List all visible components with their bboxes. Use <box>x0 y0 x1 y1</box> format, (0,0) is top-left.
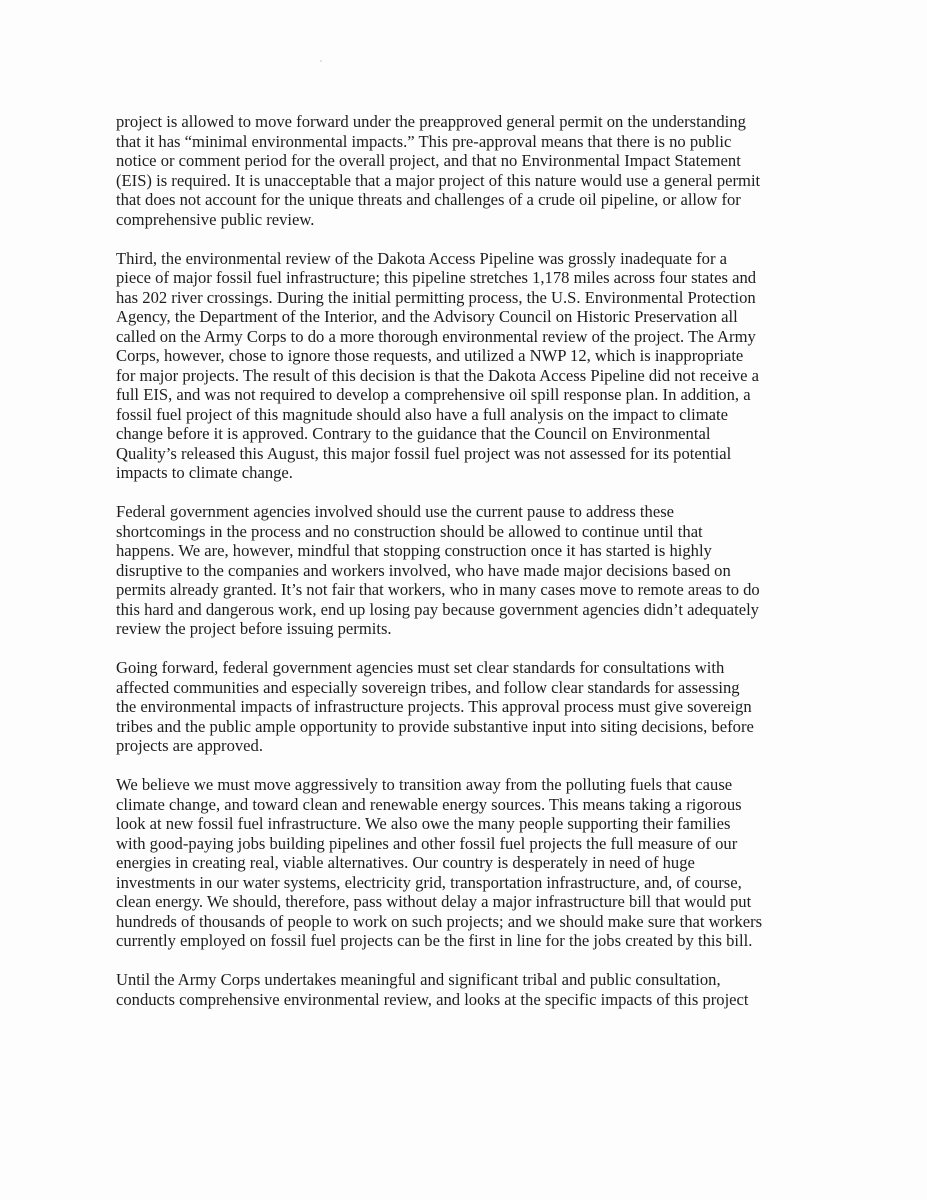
paragraph-1 <box>116 112 828 229</box>
paragraph-line: called on the Army Corps to do a more thorough environmental review of the project. The Army <box>116 326 756 346</box>
paragraph-line: disruptive to the companies and workers involved, who have made major decisions based on <box>116 560 731 580</box>
paragraph-line: comprehensive public review. <box>116 209 315 229</box>
paragraph-line: Agency, the Department of the Interior, and the Advisory Council on Historic Preservation all <box>116 307 738 326</box>
paragraph-line: look at new fossil fuel infrastructure. We also owe the many people supporting their families <box>116 814 731 833</box>
paragraph-2 <box>116 249 828 483</box>
paragraph-line: that does not account for the unique threats and challenges of a crude oil pipeline, or allow for <box>116 190 741 209</box>
paragraph-line: piece of major fossil fuel infrastructure; this pipeline stretches 1,178 miles across four states and <box>116 268 757 287</box>
paragraph-line: Going forward, federal government agencies must set clear standards for consultations with <box>116 658 725 677</box>
paragraph-line: permits already granted. It’s not fair that workers, who in many cases move to remote areas to do <box>116 580 760 599</box>
paragraph-line: Quality’s released this August, this major fossil fuel project was not assessed for its potential <box>116 443 732 463</box>
paragraph-line: energies in creating real, viable alternatives. Our country is desperately in need of huge <box>116 853 695 872</box>
paragraph-line: clean energy. We should, therefore, pass without delay a major infrastructure bill that would put <box>116 892 752 911</box>
paragraph-line: happens. We are, however, mindful that stopping construction once it has started is highly <box>116 541 712 560</box>
paragraph-line: Corps, however, chose to ignore those requests, and utilized a NWP 12, which is inappropriate <box>116 346 744 365</box>
scan-speck <box>320 60 322 62</box>
paragraph-line: investments in our water systems, electricity grid, transportation infrastructure, and, of course, <box>116 872 742 892</box>
paragraph-line: Federal government agencies involved should use the current pause to address these <box>116 502 675 521</box>
paragraph-line: tribes and the public ample opportunity to provide substantive input into siting decisions, before <box>116 716 754 736</box>
paragraph-line: Until the Army Corps undertakes meaningful and significant tribal and public consultation, <box>116 970 721 989</box>
paragraph-line: this hard and dangerous work, end up losing pay because government agencies didn’t adequately <box>116 599 759 619</box>
paragraph-5 <box>116 775 828 951</box>
paragraph-3 <box>116 502 828 639</box>
paragraph-line: hundreds of thousands of people to work on such projects; and we should make sure that workers <box>116 911 763 931</box>
paragraph-line: shortcomings in the process and no construction should be allowed to continue until that <box>116 521 703 541</box>
paragraph-line: that it has “minimal environmental impacts.” This pre-approval means that there is no public <box>116 131 732 151</box>
paragraph-line: currently employed on fossil fuel projects can be the first in line for the jobs created by this bill. <box>116 931 753 950</box>
paragraph-line: project is allowed to move forward under the preapproved general permit on the understanding <box>116 112 746 131</box>
paragraph-line: has 202 river crossings. During the initial permitting process, the U.S. Environmental Protection <box>116 287 756 307</box>
paragraph-line: affected communities and especially sovereign tribes, and follow clear standards for assessing <box>116 677 740 697</box>
paragraph-line: projects are approved. <box>116 736 263 755</box>
paragraph-line: climate change, and toward clean and renewable energy sources. This means taking a rigorous <box>116 794 742 814</box>
paragraph-line: change before it is approved. Contrary to the guidance that the Council on Environmental <box>116 424 711 443</box>
paragraph-line: (EIS) is required. It is unacceptable that a major project of this nature would use a general permit <box>116 170 761 190</box>
paragraph-line: impacts to climate change. <box>116 463 293 482</box>
paragraph-line: the environmental impacts of infrastructure projects. This approval process must give sovereign <box>116 697 752 716</box>
paragraph-line: conducts comprehensive environmental review, and looks at the specific impacts of this project <box>116 989 749 1009</box>
paragraph-line: fossil fuel project of this magnitude should also have a full analysis on the impact to climate <box>116 404 728 424</box>
paragraph-line: full EIS, and was not required to develop a comprehensive oil spill response plan. In addition, a <box>116 385 751 404</box>
paragraph-line: We believe we must move aggressively to transition away from the polluting fuels that cause <box>116 775 733 794</box>
paragraph-line: with good-paying jobs building pipelines and other fossil fuel projects the full measure of our <box>116 833 738 853</box>
paragraph-line: Third, the environmental review of the Dakota Access Pipeline was grossly inadequate for a <box>116 248 728 268</box>
document-body <box>116 112 828 1009</box>
paragraph-line: review the project before issuing permits. <box>116 619 392 638</box>
paragraph-line: for major projects. The result of this decision is that the Dakota Access Pipeline did not receive a <box>116 365 759 385</box>
paragraph-6 <box>116 970 828 1009</box>
paragraph-line: notice or comment period for the overall project, and that no Environmental Impact Statement <box>116 151 741 170</box>
paragraph-4 <box>116 658 828 756</box>
